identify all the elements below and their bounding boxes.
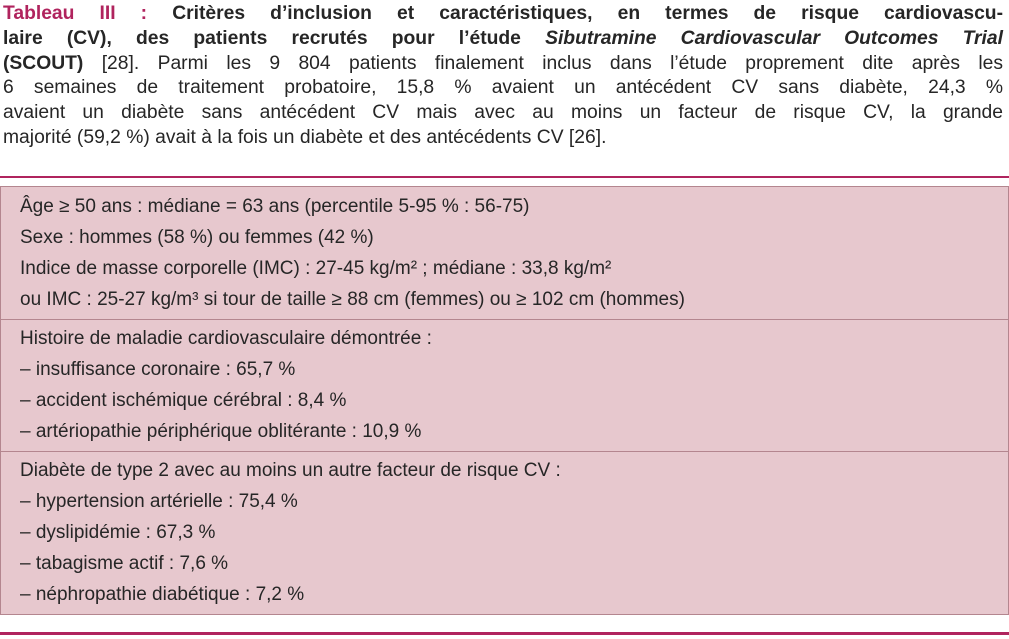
table-row: ou IMC : 25-27 kg/m³ si tour de taille ≥ 88 cm (femmes) ou ≥ 102 cm (hommes) bbox=[20, 289, 685, 310]
table-row: – tabagisme actif : 7,6 % bbox=[20, 553, 229, 574]
caption-line bbox=[3, 27, 1003, 52]
caption-title-part: Critères d’inclusion et caractéristiques, en termes de risque cardiovascu- bbox=[147, 3, 1003, 24]
table-row: – insuffisance coronaire : 65,7 % bbox=[20, 359, 296, 380]
table-row: Histoire de maladie cardiovasculaire démontrée : bbox=[20, 328, 432, 349]
table-row: Sexe : hommes (58 %) ou femmes (42 %) bbox=[20, 227, 374, 248]
table-label: Tableau III : bbox=[3, 3, 148, 24]
table-row: – accident ischémique cérébral : 8,4 % bbox=[20, 390, 347, 411]
caption-line bbox=[3, 101, 1003, 126]
table-row: Diabète de type 2 avec au moins un autre facteur de risque CV : bbox=[20, 460, 561, 481]
caption-line bbox=[3, 2, 1003, 27]
table-caption bbox=[3, 2, 1003, 151]
caption-line bbox=[3, 52, 1003, 77]
section-cardiovascular-history bbox=[0, 320, 1009, 452]
caption-text: 6 semaines de traitement probatoire, 15,8 % avaient un antécédent CV sans diabète, 24,3 % bbox=[3, 77, 1003, 99]
table-row: – artériopathie périphérique oblitérante : 10,9 % bbox=[20, 421, 422, 442]
caption-line bbox=[3, 126, 1003, 151]
table-row: – hypertension artérielle : 75,4 % bbox=[20, 491, 298, 512]
table-row: Âge ≥ 50 ans : médiane = 63 ans (percentile 5-95 % : 56-75) bbox=[20, 196, 530, 217]
bottom-rule bbox=[0, 632, 1009, 635]
caption-title-part: laire (CV), des patients recrutés pour l’étude bbox=[3, 27, 546, 49]
caption-text: majorité (59,2 %) avait à la fois un diabète et des antécédents CV [26]. bbox=[3, 126, 607, 148]
section-diabetes bbox=[0, 452, 1009, 615]
section-demographics bbox=[0, 186, 1009, 320]
table-row: – dyslipidémie : 67,3 % bbox=[20, 522, 216, 543]
criteria-table bbox=[0, 186, 1009, 615]
caption-text: [28]. Parmi les 9 804 patients finalement inclus dans l’étude proprement dite après les bbox=[83, 52, 1003, 74]
study-acronym: (SCOUT) bbox=[3, 52, 84, 74]
caption-line bbox=[3, 76, 1003, 101]
table-row: Indice de masse corporelle (IMC) : 27-45 kg/m² ; médiane : 33,8 kg/m² bbox=[20, 258, 612, 279]
top-rule bbox=[0, 176, 1009, 178]
table-row: – néphropathie diabétique : 7,2 % bbox=[20, 584, 305, 605]
study-name: Sibutramine Cardiovascular Outcomes Trial bbox=[545, 27, 1003, 49]
caption-text: avaient un diabète sans antécédent CV mais avec au moins un facteur de risque CV, la grande bbox=[3, 102, 1003, 124]
